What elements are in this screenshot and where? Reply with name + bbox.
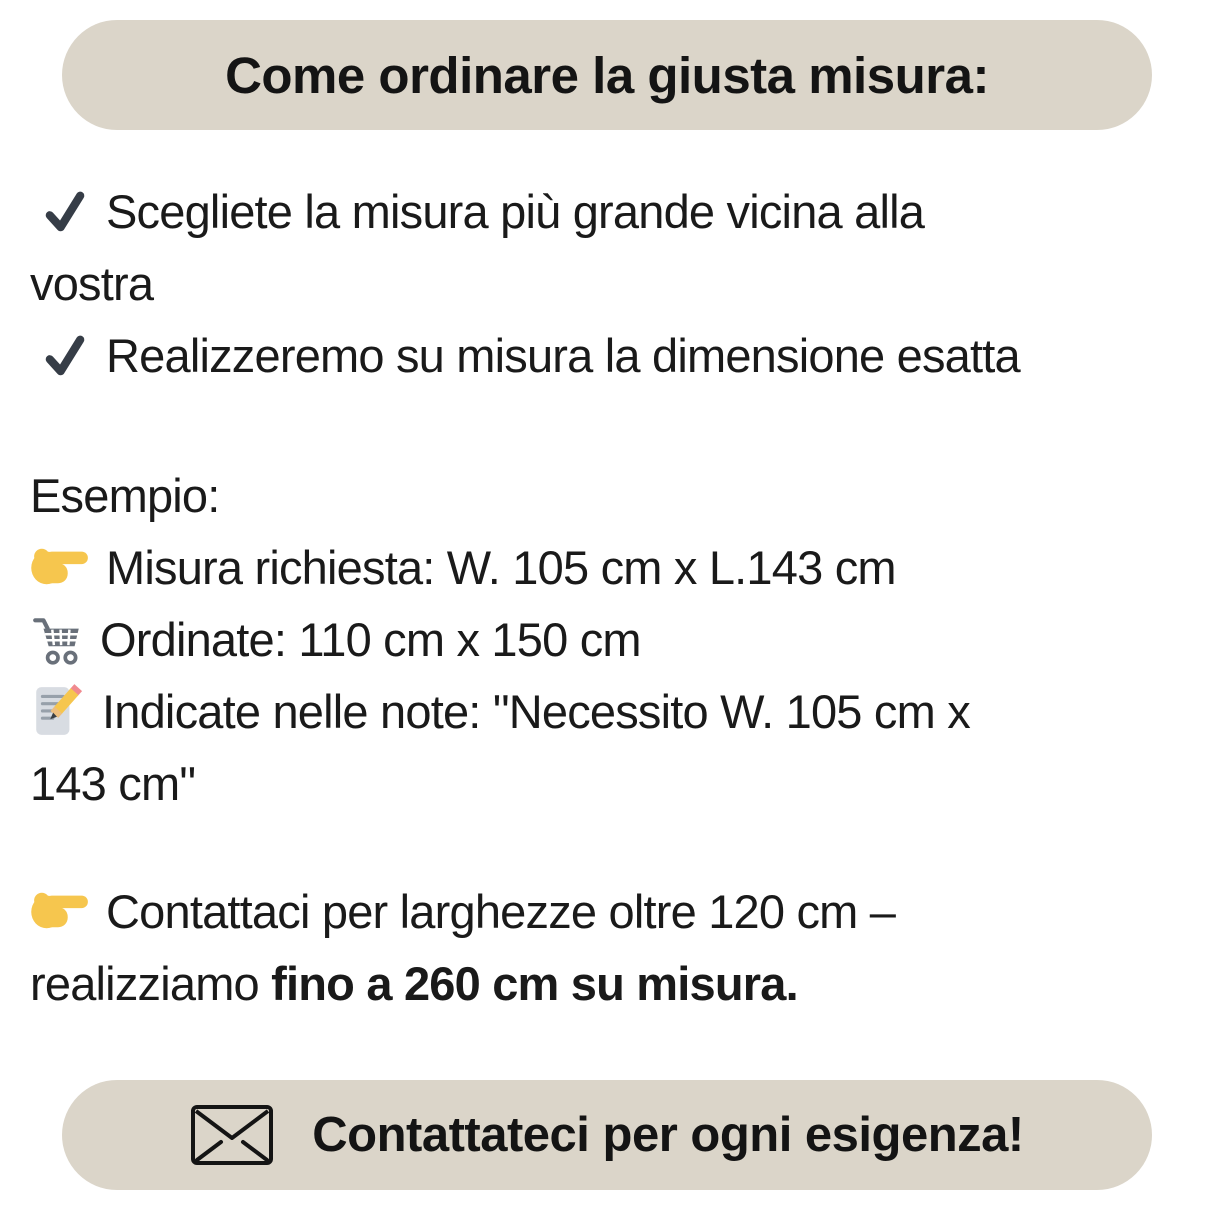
example-label-row	[30, 460, 1184, 532]
example-item-continuation	[30, 748, 1184, 820]
header-banner	[62, 20, 1152, 130]
content-area	[0, 176, 1214, 1020]
example-item-text: Ordinate: 110 cm x 150 cm	[100, 613, 641, 666]
checklist-section	[30, 176, 1184, 392]
example-label: Esempio:	[30, 469, 220, 522]
example-item-text: Misura richiesta: W. 105 cm x L.143 cm	[106, 541, 896, 594]
example-item-text: 143 cm"	[30, 757, 196, 810]
checklist-item	[30, 320, 1184, 392]
contact-note-line	[30, 876, 1184, 948]
contact-note-section	[30, 876, 1184, 1020]
footer-banner	[62, 1080, 1152, 1190]
example-item	[30, 604, 1184, 676]
contact-note-bold-text: fino a 260 cm su misura	[271, 957, 786, 1010]
example-item	[30, 532, 1184, 604]
check-icon	[40, 331, 90, 381]
contact-note-text-end: .	[785, 957, 798, 1010]
infographic-page	[0, 20, 1214, 1190]
example-item-text: Indicate nelle note: "Necessito W. 105 cm x	[102, 685, 970, 738]
contact-note-text: Contattaci per larghezze oltre 120 cm –	[106, 885, 896, 938]
check-icon	[40, 187, 90, 237]
contact-note-text: realizziamo	[30, 957, 272, 1010]
contact-note-line	[30, 948, 1184, 1020]
checklist-item-text: vostra	[30, 257, 154, 310]
checklist-item-continuation	[30, 248, 1184, 320]
page-title: Come ordinare la giusta misura:	[225, 46, 989, 104]
envelope-icon	[190, 1104, 274, 1166]
checklist-item	[30, 176, 1184, 248]
example-item	[30, 676, 1184, 748]
cart-icon	[30, 612, 86, 668]
checklist-item-text: Scegliete la misura più grande vicina alla	[106, 185, 925, 238]
checklist-item-text: Realizzeremo su misura la dimensione esatta	[106, 329, 1020, 382]
point-right-icon	[30, 886, 92, 934]
footer-text: Contattateci per ogni esigenza!	[312, 1108, 1024, 1162]
point-right-icon	[30, 542, 92, 590]
memo-icon	[30, 684, 86, 740]
example-section	[30, 460, 1184, 820]
